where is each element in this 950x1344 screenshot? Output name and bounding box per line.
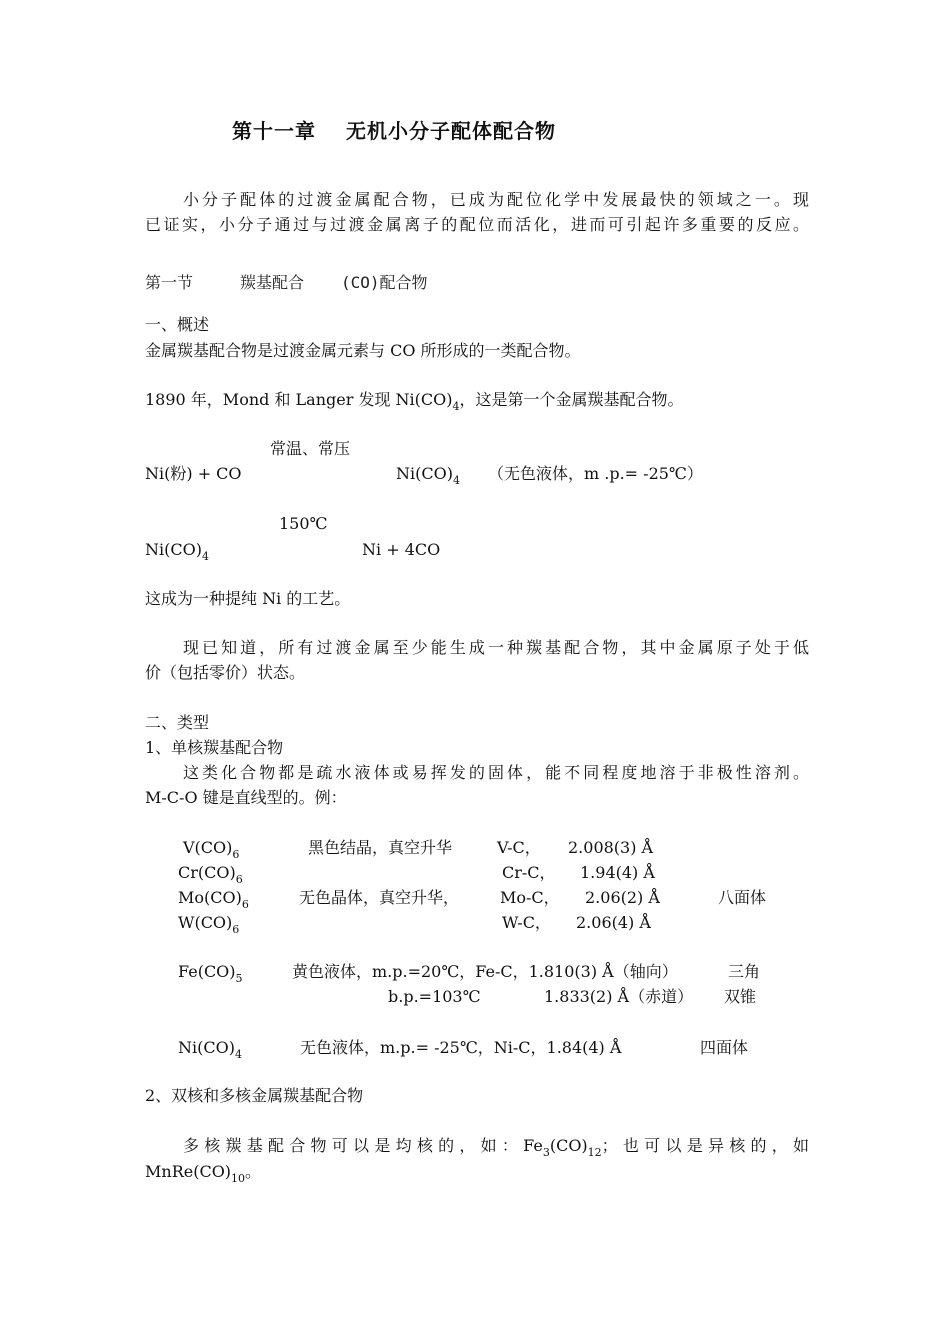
multinuclear-line-1: 多核羰基配合物可以是均核的，如：$Fe_3(CO)_{12}$；也可以是异核的，如 [183,1136,809,1159]
compound-fe-line-1: 黄色液体，m.p.=20℃，Fe-C，1.810(3) Å（轴向） [292,962,678,981]
reaction-1-reactants: Ni(粉) + CO [145,464,242,483]
section-heading-part-1: 第一节 [145,273,194,292]
compound-w-bond: W-C， [502,913,551,932]
compound-ni-line: 无色液体，m.p.= -25℃，Ni-C，1.84(4) Å [300,1038,622,1057]
known-line-2: 价（包括零价）状态。 [145,663,306,682]
multinuclear-line-2: $MnRe(CO)_{10}$。 [145,1162,262,1185]
section-heading-part-3: (CO)配合物 [341,273,428,292]
reaction-2-condition: 150℃ [279,514,328,533]
reaction-1-product: $Ni(CO)_4$ [396,464,460,487]
intro-line-1: 小分子配体的过渡金属配合物，已成为配位化学中发展最快的领域之一。现 [183,190,809,209]
overview-history: 1890 年，Mond 和 Langer 发现 $Ni(CO)_4$，这是第一个金属羰基配合物。 [145,390,684,413]
page-title: 第十一章 无机小分子配体配合物 [232,119,556,143]
intro-line-2: 已证实，小分子通过与过渡金属离子的配位而活化，进而可引起许多重要的反应。 [145,215,809,234]
compound-v-formula: $V(CO)_6$ [183,838,240,861]
compound-mo-bond: Mo-C， [500,888,560,907]
compound-fe-boiling-point: b.p.=103℃ [388,987,481,1006]
purify-sentence: 这成为一种提纯 Ni 的工艺。 [145,589,351,608]
compound-mo-formula: $Mo(CO)_6$ [178,888,249,911]
compound-w-formula: $W(CO)_6$ [178,913,240,936]
overview-definition: 金属羰基配合物是过渡金属元素与 CO 所形成的一类配合物。 [145,341,581,360]
compound-cr-formula: $Cr(CO)_6$ [178,863,243,886]
reaction-1-condition: 常温、常压 [270,439,351,458]
compound-v-bond: V-C， [497,838,541,857]
compound-ni-shape: 四面体 [700,1038,749,1057]
compound-w-length: 2.06(4) Å [576,913,651,932]
compound-ni-formula: $Ni(CO)_4$ [178,1038,242,1061]
reaction-2-reactant: $Ni(CO)_4$ [145,540,209,563]
compound-cr-bond: Cr-C， [502,863,556,882]
reaction-2-products: Ni + 4CO [362,540,441,559]
types-subheading-1: 1、单核羰基配合物 [145,738,284,757]
compound-mo-length: 2.06(2) Å [585,888,660,907]
types-description-1: 这类化合物都是疏水液体或易挥发的固体，能不同程度地溶于非极性溶剂。 [183,763,809,782]
compound-fe-shape-2: 双锥 [724,987,757,1006]
multinuclear-subheading: 2、双核和多核金属羰基配合物 [145,1086,364,1105]
compound-fe-formula: $Fe(CO)_5$ [178,962,243,985]
section-heading-part-2: 羰基配合 [240,273,305,292]
reaction-1-note: （无色液体，m .p.= -25℃） [488,464,703,483]
compound-cr-length: 1.94(4) Å [580,863,655,882]
compound-fe-shape-1: 三角 [728,962,761,981]
compound-v-length: 2.008(3) Å [568,838,654,857]
overview-heading: 一、概述 [145,315,210,334]
known-line-1: 现已知道，所有过渡金属至少能生成一种羰基配合物，其中金属原子处于低 [183,638,809,657]
compound-mo-shape: 八面体 [718,888,767,907]
compound-v-property: 黑色结晶，真空升华 [308,838,453,857]
compound-mo-property: 无色晶体，真空升华， [299,888,460,907]
types-description-2: M-C-O 键是直线型的。例： [145,788,347,807]
types-heading: 二、类型 [145,713,210,732]
compound-fe-line-2: 1.833(2) Å（赤道） [544,987,694,1006]
